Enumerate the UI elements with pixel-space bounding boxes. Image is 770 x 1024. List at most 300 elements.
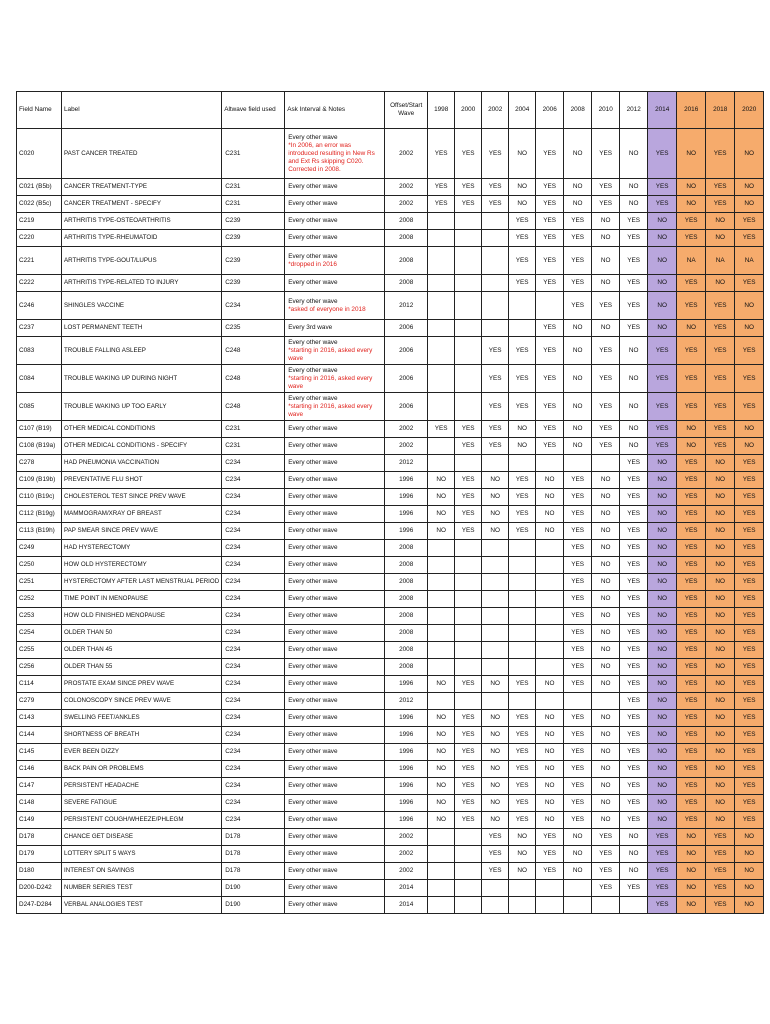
- year-value-cell: YES: [677, 213, 706, 230]
- year-value-cell: NO: [706, 455, 735, 472]
- ask-interval-cell: [285, 365, 385, 393]
- field-name-cell: C020: [17, 129, 62, 179]
- year-value-cell: YES: [455, 744, 482, 761]
- label-cell: TROUBLE WAKING UP DURING NIGHT: [62, 365, 222, 393]
- year-value-cell: YES: [735, 744, 764, 761]
- year-value-cell: NO: [428, 506, 455, 523]
- year-value-cell: [455, 247, 482, 275]
- year-value-cell: YES: [648, 438, 677, 455]
- label-header: Label: [62, 92, 222, 129]
- year-value-cell: YES: [509, 727, 536, 744]
- year-value-cell: NO: [648, 693, 677, 710]
- year-value-cell: [455, 897, 482, 914]
- ask-interval-cell: [285, 320, 385, 337]
- year-value-cell: NO: [648, 625, 677, 642]
- year-value-cell: YES: [620, 489, 648, 506]
- ask-interval-text: Every other wave: [288, 183, 338, 190]
- year-value-cell: [482, 625, 509, 642]
- year-value-cell: [536, 557, 564, 574]
- year-value-cell: [536, 880, 564, 897]
- year-value-cell: [509, 591, 536, 608]
- year-value-cell: [482, 540, 509, 557]
- label-cell: CHANCE GET DISEASE: [62, 829, 222, 846]
- label-cell: LOTTERY SPLIT 5 WAYS: [62, 846, 222, 863]
- year-value-cell: NO: [592, 472, 620, 489]
- year-value-cell: [592, 897, 620, 914]
- year-value-cell: NO: [620, 129, 648, 179]
- altwave-cell: C234: [222, 778, 285, 795]
- table-row: [17, 455, 764, 472]
- year-value-cell: NO: [509, 196, 536, 213]
- year-value-cell: NO: [677, 897, 706, 914]
- field-name-cell: C143: [17, 710, 62, 727]
- year-value-cell: NO: [648, 455, 677, 472]
- year-value-cell: NO: [706, 591, 735, 608]
- year-value-cell: NO: [536, 710, 564, 727]
- year-value-cell: NO: [677, 129, 706, 179]
- ask-interval-text: Every other wave: [288, 748, 338, 755]
- year-value-cell: [509, 574, 536, 591]
- year-value-cell: YES: [564, 230, 592, 247]
- offset-cell: 2008: [385, 625, 428, 642]
- table-row: [17, 337, 764, 365]
- year-value-cell: YES: [706, 337, 735, 365]
- year-value-cell: NO: [536, 812, 564, 829]
- year-value-cell: YES: [482, 438, 509, 455]
- year-value-cell: YES: [735, 795, 764, 812]
- offset-cell: 2014: [385, 880, 428, 897]
- year-value-cell: NO: [564, 129, 592, 179]
- field-name-cell: C251: [17, 574, 62, 591]
- offset-cell: 2008: [385, 659, 428, 676]
- altwave-cell: C234: [222, 676, 285, 693]
- year-value-cell: YES: [592, 196, 620, 213]
- altwave-cell: C234: [222, 812, 285, 829]
- year-value-cell: YES: [455, 472, 482, 489]
- year-value-cell: NO: [706, 625, 735, 642]
- year-value-cell: YES: [706, 320, 735, 337]
- year-value-cell: [536, 693, 564, 710]
- year-value-cell: [455, 213, 482, 230]
- year-value-cell: [536, 897, 564, 914]
- label-cell: OTHER MEDICAL CONDITIONS - SPECIFY: [62, 438, 222, 455]
- year-value-cell: [428, 574, 455, 591]
- year-value-cell: YES: [455, 506, 482, 523]
- field-name-cell: C148: [17, 795, 62, 812]
- year-value-cell: [428, 693, 455, 710]
- ask-interval-text: Every other wave: [288, 697, 338, 704]
- year-value-cell: YES: [648, 863, 677, 880]
- offset-cell: 1996: [385, 795, 428, 812]
- label-cell: OTHER MEDICAL CONDITIONS: [62, 421, 222, 438]
- year-value-cell: [482, 591, 509, 608]
- red-note-text: *starting in 2016, asked every wave: [288, 346, 373, 362]
- year-value-cell: [455, 393, 482, 421]
- label-cell: OLDER THAN 50: [62, 625, 222, 642]
- field-name-cell: C113 (B19h): [17, 523, 62, 540]
- year-value-cell: NO: [648, 608, 677, 625]
- year-value-cell: YES: [706, 438, 735, 455]
- year-value-cell: [455, 292, 482, 320]
- table-row: [17, 863, 764, 880]
- year-value-cell: YES: [482, 337, 509, 365]
- year-value-cell: YES: [620, 608, 648, 625]
- altwave-cell: C239: [222, 275, 285, 292]
- year-value-cell: [482, 608, 509, 625]
- altwave-cell: C234: [222, 557, 285, 574]
- field-name-cell: C256: [17, 659, 62, 676]
- year-value-cell: YES: [592, 129, 620, 179]
- year-value-cell: NO: [706, 744, 735, 761]
- altwave-cell: C234: [222, 489, 285, 506]
- field-name-cell: C246: [17, 292, 62, 320]
- year-value-cell: YES: [648, 393, 677, 421]
- label-cell: PERSISTENT HEADACHE: [62, 778, 222, 795]
- year-value-cell: NO: [735, 320, 764, 337]
- year-value-cell: YES: [677, 778, 706, 795]
- year-value-cell: [428, 846, 455, 863]
- year-value-cell: NO: [620, 337, 648, 365]
- year-value-cell: NO: [706, 230, 735, 247]
- year-value-cell: [428, 275, 455, 292]
- altwave-cell: C234: [222, 608, 285, 625]
- year-header: 2008: [564, 92, 592, 129]
- year-value-cell: NO: [564, 421, 592, 438]
- label-cell: LOST PERMANENT TEETH: [62, 320, 222, 337]
- year-value-cell: YES: [677, 710, 706, 727]
- offset-cell: 1996: [385, 727, 428, 744]
- year-value-cell: NO: [706, 761, 735, 778]
- year-value-cell: NO: [648, 812, 677, 829]
- year-value-cell: YES: [564, 744, 592, 761]
- year-value-cell: NO: [706, 795, 735, 812]
- year-value-cell: [455, 337, 482, 365]
- year-value-cell: NO: [706, 489, 735, 506]
- year-value-cell: YES: [455, 710, 482, 727]
- table-row: [17, 393, 764, 421]
- year-value-cell: YES: [482, 365, 509, 393]
- year-value-cell: NO: [592, 795, 620, 812]
- year-value-cell: YES: [455, 676, 482, 693]
- year-value-cell: NO: [677, 829, 706, 846]
- year-value-cell: YES: [482, 829, 509, 846]
- year-value-cell: YES: [564, 676, 592, 693]
- ask-interval-text: Every other wave: [288, 561, 338, 568]
- year-value-cell: NO: [648, 761, 677, 778]
- table-row: [17, 591, 764, 608]
- table-row: [17, 365, 764, 393]
- year-value-cell: NO: [592, 275, 620, 292]
- table-row: [17, 557, 764, 574]
- table-row: [17, 179, 764, 196]
- ask-interval-cell: [285, 846, 385, 863]
- year-value-cell: YES: [509, 213, 536, 230]
- ask-interval-text: Every other wave: [288, 279, 338, 286]
- year-value-cell: YES: [620, 557, 648, 574]
- year-value-cell: NO: [620, 438, 648, 455]
- offset-cell: 1996: [385, 676, 428, 693]
- table-row: [17, 608, 764, 625]
- year-value-cell: NO: [564, 393, 592, 421]
- altwave-cell: C234: [222, 642, 285, 659]
- offset-cell: 2008: [385, 540, 428, 557]
- label-cell: INTEREST ON SAVINGS: [62, 863, 222, 880]
- year-value-cell: YES: [677, 676, 706, 693]
- label-cell: HAD HYSTERECTOMY: [62, 540, 222, 557]
- year-value-cell: [428, 320, 455, 337]
- year-value-cell: NO: [428, 744, 455, 761]
- altwave-cell: C234: [222, 574, 285, 591]
- year-value-cell: NO: [648, 591, 677, 608]
- field-name-cell: C084: [17, 365, 62, 393]
- year-value-cell: [428, 557, 455, 574]
- year-value-cell: YES: [620, 455, 648, 472]
- year-value-cell: NO: [482, 778, 509, 795]
- year-value-cell: [455, 693, 482, 710]
- altwave-cell: D178: [222, 863, 285, 880]
- year-value-cell: NO: [706, 676, 735, 693]
- year-value-cell: NO: [564, 829, 592, 846]
- altwave-cell: C234: [222, 540, 285, 557]
- year-value-cell: NO: [564, 365, 592, 393]
- year-value-cell: [509, 557, 536, 574]
- year-value-cell: YES: [620, 506, 648, 523]
- field-name-cell: C219: [17, 213, 62, 230]
- year-value-cell: NO: [428, 778, 455, 795]
- field-name-cell: C221: [17, 247, 62, 275]
- table-row: [17, 247, 764, 275]
- year-value-cell: [482, 659, 509, 676]
- year-value-cell: NO: [564, 196, 592, 213]
- year-value-cell: NO: [509, 438, 536, 455]
- year-value-cell: NO: [677, 863, 706, 880]
- year-value-cell: NO: [536, 778, 564, 795]
- ask-interval-cell: [285, 421, 385, 438]
- offset-cell: 1996: [385, 489, 428, 506]
- year-value-cell: YES: [735, 365, 764, 393]
- year-value-cell: [536, 591, 564, 608]
- altwave-cell: C234: [222, 506, 285, 523]
- year-value-cell: YES: [735, 489, 764, 506]
- year-value-cell: [428, 540, 455, 557]
- ask-interval-cell: [285, 179, 385, 196]
- year-value-cell: [428, 438, 455, 455]
- year-header: 2020: [735, 92, 764, 129]
- ask-interval-cell: [285, 676, 385, 693]
- label-cell: HAD PNEUMONIA VACCINATION: [62, 455, 222, 472]
- field-name-cell: D247-D284: [17, 897, 62, 914]
- year-value-cell: [482, 247, 509, 275]
- year-value-cell: YES: [620, 693, 648, 710]
- table-row: [17, 727, 764, 744]
- year-value-cell: [564, 897, 592, 914]
- year-value-cell: YES: [706, 863, 735, 880]
- year-value-cell: YES: [564, 523, 592, 540]
- year-value-cell: NO: [706, 727, 735, 744]
- year-value-cell: [428, 230, 455, 247]
- year-value-cell: NO: [536, 489, 564, 506]
- year-value-cell: NO: [592, 812, 620, 829]
- year-value-cell: NO: [592, 247, 620, 275]
- offset-cell: 2008: [385, 247, 428, 275]
- year-value-cell: YES: [564, 761, 592, 778]
- year-value-cell: YES: [564, 247, 592, 275]
- year-value-cell: NO: [482, 727, 509, 744]
- year-value-cell: [536, 608, 564, 625]
- ask-interval-text: Every other wave: [288, 595, 338, 602]
- year-value-cell: [536, 455, 564, 472]
- year-value-cell: NA: [735, 247, 764, 275]
- year-value-cell: YES: [592, 365, 620, 393]
- field-name-cell: C112 (B19g): [17, 506, 62, 523]
- year-value-cell: [536, 625, 564, 642]
- ask-interval-text: Every other wave: [288, 731, 338, 738]
- year-value-cell: YES: [620, 659, 648, 676]
- year-value-cell: YES: [677, 337, 706, 365]
- year-value-cell: NO: [536, 744, 564, 761]
- year-value-cell: NO: [482, 676, 509, 693]
- offset-cell: 2008: [385, 608, 428, 625]
- year-value-cell: YES: [564, 275, 592, 292]
- year-value-cell: NO: [735, 897, 764, 914]
- year-value-cell: YES: [482, 179, 509, 196]
- field-name-header: Field Name: [17, 92, 62, 129]
- ask-interval-text: Every other wave: [288, 816, 338, 823]
- ask-interval-text: Every other wave: [288, 646, 338, 653]
- ask-interval-cell: [285, 778, 385, 795]
- year-value-cell: NO: [648, 472, 677, 489]
- year-value-cell: YES: [677, 365, 706, 393]
- year-value-cell: YES: [509, 489, 536, 506]
- year-value-cell: [428, 247, 455, 275]
- table-row: [17, 676, 764, 693]
- year-value-cell: NO: [706, 710, 735, 727]
- year-value-cell: YES: [455, 421, 482, 438]
- year-value-cell: YES: [564, 540, 592, 557]
- ask-interval-text: Every other wave: [288, 252, 338, 260]
- ask-interval-cell: [285, 659, 385, 676]
- offset-cell: 1996: [385, 778, 428, 795]
- table-row: [17, 213, 764, 230]
- year-value-cell: YES: [620, 591, 648, 608]
- year-header: 2014: [648, 92, 677, 129]
- year-value-cell: [428, 365, 455, 393]
- year-value-cell: YES: [592, 829, 620, 846]
- year-value-cell: NO: [706, 557, 735, 574]
- year-value-cell: YES: [648, 196, 677, 213]
- year-value-cell: YES: [455, 196, 482, 213]
- year-value-cell: YES: [706, 846, 735, 863]
- year-header: 2012: [620, 92, 648, 129]
- ask-interval-cell: [285, 506, 385, 523]
- year-value-cell: [455, 829, 482, 846]
- year-value-cell: YES: [706, 292, 735, 320]
- year-value-cell: YES: [677, 472, 706, 489]
- year-value-cell: YES: [455, 179, 482, 196]
- altwave-cell: C231: [222, 129, 285, 179]
- table-row: [17, 761, 764, 778]
- year-value-cell: YES: [509, 472, 536, 489]
- offset-cell: 2014: [385, 897, 428, 914]
- year-value-cell: NO: [509, 179, 536, 196]
- year-value-cell: YES: [620, 275, 648, 292]
- year-value-cell: YES: [648, 421, 677, 438]
- year-value-cell: NO: [536, 795, 564, 812]
- year-header: 2000: [455, 92, 482, 129]
- year-value-cell: NO: [428, 489, 455, 506]
- ask-interval-text: Every other wave: [288, 714, 338, 721]
- year-header: 1998: [428, 92, 455, 129]
- year-value-cell: YES: [564, 625, 592, 642]
- year-value-cell: [509, 693, 536, 710]
- ask-interval-cell: [285, 744, 385, 761]
- year-value-cell: NO: [648, 659, 677, 676]
- altwave-cell: C231: [222, 179, 285, 196]
- table-row: [17, 320, 764, 337]
- year-value-cell: YES: [677, 693, 706, 710]
- ask-interval-text: Every other wave: [288, 629, 338, 636]
- label-cell: PAP SMEAR SINCE PREV WAVE: [62, 523, 222, 540]
- year-value-cell: NO: [735, 438, 764, 455]
- year-value-cell: YES: [509, 247, 536, 275]
- ask-interval-text: Every other wave: [288, 867, 338, 874]
- year-value-cell: NO: [482, 761, 509, 778]
- year-value-cell: YES: [455, 812, 482, 829]
- table-row: [17, 710, 764, 727]
- ask-interval-cell: [285, 557, 385, 574]
- label-cell: SHORTNESS OF BREATH: [62, 727, 222, 744]
- year-value-cell: NO: [592, 489, 620, 506]
- year-value-cell: NO: [592, 761, 620, 778]
- year-value-cell: [428, 880, 455, 897]
- altwave-cell: C234: [222, 455, 285, 472]
- altwave-cell: C231: [222, 421, 285, 438]
- ask-interval-cell: [285, 472, 385, 489]
- ask-interval-text: Every other wave: [288, 850, 338, 857]
- year-value-cell: YES: [482, 196, 509, 213]
- table-row: [17, 472, 764, 489]
- year-value-cell: NO: [536, 727, 564, 744]
- field-name-cell: D200-D242: [17, 880, 62, 897]
- label-cell: PREVENTATIVE FLU SHOT: [62, 472, 222, 489]
- ask-interval-cell: [285, 710, 385, 727]
- year-value-cell: YES: [735, 557, 764, 574]
- year-value-cell: YES: [455, 489, 482, 506]
- year-value-cell: NO: [592, 710, 620, 727]
- year-value-cell: NO: [592, 557, 620, 574]
- table-row: [17, 897, 764, 914]
- year-value-cell: NO: [706, 608, 735, 625]
- year-value-cell: YES: [706, 365, 735, 393]
- year-value-cell: NO: [648, 230, 677, 247]
- ask-interval-cell: [285, 863, 385, 880]
- ask-interval-cell: [285, 761, 385, 778]
- altwave-cell: C231: [222, 196, 285, 213]
- ask-interval-text: Every other wave: [288, 234, 338, 241]
- red-note-text: *starting in 2016, asked every wave: [288, 402, 373, 418]
- altwave-cell: C234: [222, 472, 285, 489]
- year-value-cell: NO: [735, 846, 764, 863]
- ask-interval-text: Every other wave: [288, 765, 338, 772]
- offset-cell: 2008: [385, 642, 428, 659]
- year-value-cell: NO: [648, 247, 677, 275]
- offset-cell: 1996: [385, 472, 428, 489]
- table-row: [17, 230, 764, 247]
- year-value-cell: [428, 829, 455, 846]
- label-cell: EVER BEEN DIZZY: [62, 744, 222, 761]
- year-value-cell: [455, 591, 482, 608]
- year-value-cell: NO: [592, 625, 620, 642]
